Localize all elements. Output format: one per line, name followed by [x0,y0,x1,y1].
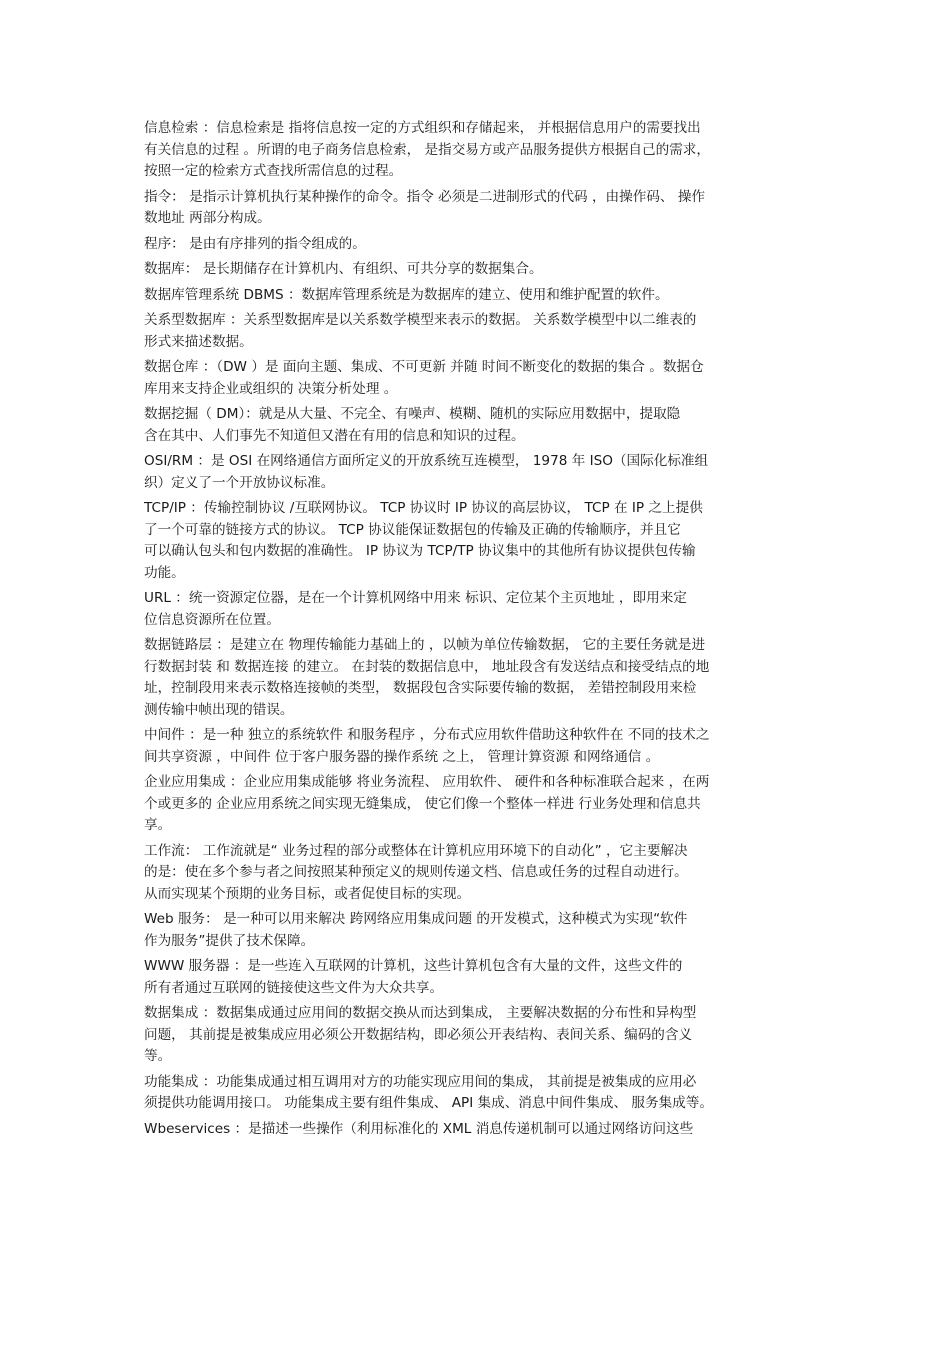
text-line: 数地址 两部分构成。 [144,210,271,226]
definition-entry [144,451,809,494]
text-line: 等。 [144,1048,172,1064]
text-line: 数据库： 是长期储存在计算机内、有组织、可共分享的数据集合。 [144,261,543,277]
definition-entry [144,498,809,584]
definition-entry [144,404,809,447]
text-line: 数据仓库 ：（DW ）是 面向主题、集成、不可更新 并随 时间不断变化的数据的集合 。数据仓 [144,359,704,375]
definition-entry [144,772,809,837]
text-line: 数据库管理系统 DBMS ：数据库管理系统是为数据库的建立、使用和维护配置的软件。 [144,286,669,303]
text-line: OSI/RM ：是 OSI 在网络通信方面所定义的开放系统互连模型， 1978 年 ISO（国际化标准组 [144,453,709,469]
text-line: 按照一定的检索方式查找所需信息的过程。 [144,163,403,179]
text-line: 的是：使在多个参与者之间按照某种预定义的规则传递文档、信息或任务的过程自动进行。 [144,864,688,880]
text-line: 信息检索 ：信息检索是 指将信息按一定的方式组织和存储起来， 并根据信息用户的需要找出 [144,120,701,136]
definition-entry [144,909,809,952]
text-line: 功能。 [144,564,185,581]
definition-entry [144,259,809,281]
text-line: 含在其中、人们事先不知道但又潜在有用的信息和知识的过程。 [144,427,525,444]
text-line: 关系型数据库 ：关系型数据库是以关系数学模型来表示的数据。 关系数学模型中以二维表的 [144,312,697,328]
text-line: 工作流： 工作流就是“ 业务过程的部分或整体在计算机应用环境下的自动化” ，它主要解决 [144,842,688,859]
text-line: Web 服务： 是一种可以用来解决 跨网络应用集成问题 的开发模式，这种模式为实现“软件 [144,911,688,927]
definition-entry [144,187,809,230]
text-line: 形式来描述数据。 [144,333,253,350]
text-line: 企业应用集成 ：企业应用集成能够 将业务流程、 应用软件、 硬件和各种标准联合起来 ，在两 [144,774,710,790]
definition-entry [144,725,809,768]
text-line: 功能集成 ：功能集成通过相互调用对方的功能实现应用间的集成， 其前提是被集成的应用必 [144,1073,697,1090]
definition-entry [144,588,809,631]
text-line: 数据集成 ：数据集成通过应用间的数据交换从而达到集成， 主要解决数据的分布性和异构型 [144,1005,697,1021]
text-line: TCP/IP ：传输控制协议 /互联网协议。 TCP 协议时 IP 协议的高层协议， TCP 在 IP 之上提供 [144,500,703,516]
definition-entry [144,635,809,721]
text-line: 有关信息的过程 。所谓的电子商务信息检索， 是指交易方或产品服务提供方根据自己的需求， [144,141,710,158]
definition-entry [144,285,809,307]
definition-entry [144,1072,809,1115]
text-line: 位信息资源所在位置。 [144,611,280,628]
text-line: 间共享资源 ，中间件 位于客户服务器的操作系统 之上， 管理计算资源 和网络通信 。 [144,748,660,765]
text-line: 程序： 是由有序排列的指令组成的。 [144,235,366,252]
definition-entry [144,234,809,256]
text-line: URL ：统一资源定位器，是在一个计算机网络中用来 标识、定位某个主页地址 ，即用来定 [144,590,687,606]
text-line: 中间件 ：是一种 独立的系统软件 和服务程序 ，分布式应用软件借助这种软件在 不同的技术之 [144,727,710,743]
text-line: WWW 服务器 ：是一些连入互联网的计算机，这些计算机包含有大量的文件，这些文件的 [144,958,683,974]
definition-entry [144,118,809,183]
text-line: 数据链路层 ：是建立在 物理传输能力基础上的 ，以帧为单位传输数据， 它的主要任务就是进 [144,637,706,653]
text-line: 可以确认包头和包内数据的准确性。 IP 协议为 TCP/TP 协议集中的其他所有协议提供包传输 [144,543,696,559]
text-line: 从而实现某个预期的业务目标，或者促使目标的实现。 [144,885,471,902]
definition-entry [144,310,809,353]
text-line: 享。 [144,817,172,833]
text-line: 须提供功能调用接口。 功能集成主要有组件集成、 API 集成、消息中间件集成、 服务集成等。 [144,1095,713,1111]
text-line: 数据挖掘（ DM）：就是从大量、不完全、有噪声、模糊、随机的实际应用数据中，提取隐 [144,406,681,422]
definition-entry [144,956,809,999]
definition-entry [144,841,809,906]
text-line: Wbeservices ：是描述一些操作（利用标准化的 XML 消息传递机制可以通过网络访问这些 [144,1120,694,1137]
definition-entry [144,1003,809,1068]
text-line: 了一个可靠的链接方式的协议。 TCP 协议能保证数据包的传输及正确的传输顺序，并且它 [144,521,681,538]
definition-entry [144,1119,809,1141]
text-line: 址，控制段用来表示数格连接帧的类型， 数据段包含实际要传输的数据， 差错控制段用来检 [144,680,697,696]
document-body [144,118,809,1144]
text-line: 指令： 是指示计算机执行某种操作的命令。指令 必须是二进制形式的代码 ，由操作码、 操作 [144,188,706,205]
text-line: 作为服务”提供了技术保障。 [144,932,315,949]
text-line: 问题， 其前提是被集成应用必须公开数据结构，即必须公开表结构、表间关系、编码的含义 [144,1026,693,1043]
text-line: 测传输中帧出现的错误。 [144,701,294,718]
text-line: 所有者通过互联网的链接使这些文件为大众共享。 [144,979,444,996]
text-line: 个或更多的 企业应用系统之间实现无缝集成， 使它们像一个整体一样进 行业务处理和信息共 [144,795,701,812]
text-line: 织）定义了一个开放协议标准。 [144,474,335,491]
text-line: 行数据封装 和 数据连接 的建立。 在封装的数据信息中， 地址段含有发送结点和接受结点的地 [144,658,710,675]
definition-entry [144,357,809,400]
text-line: 库用来支持企业或组织的 决策分析处理 。 [144,380,398,397]
